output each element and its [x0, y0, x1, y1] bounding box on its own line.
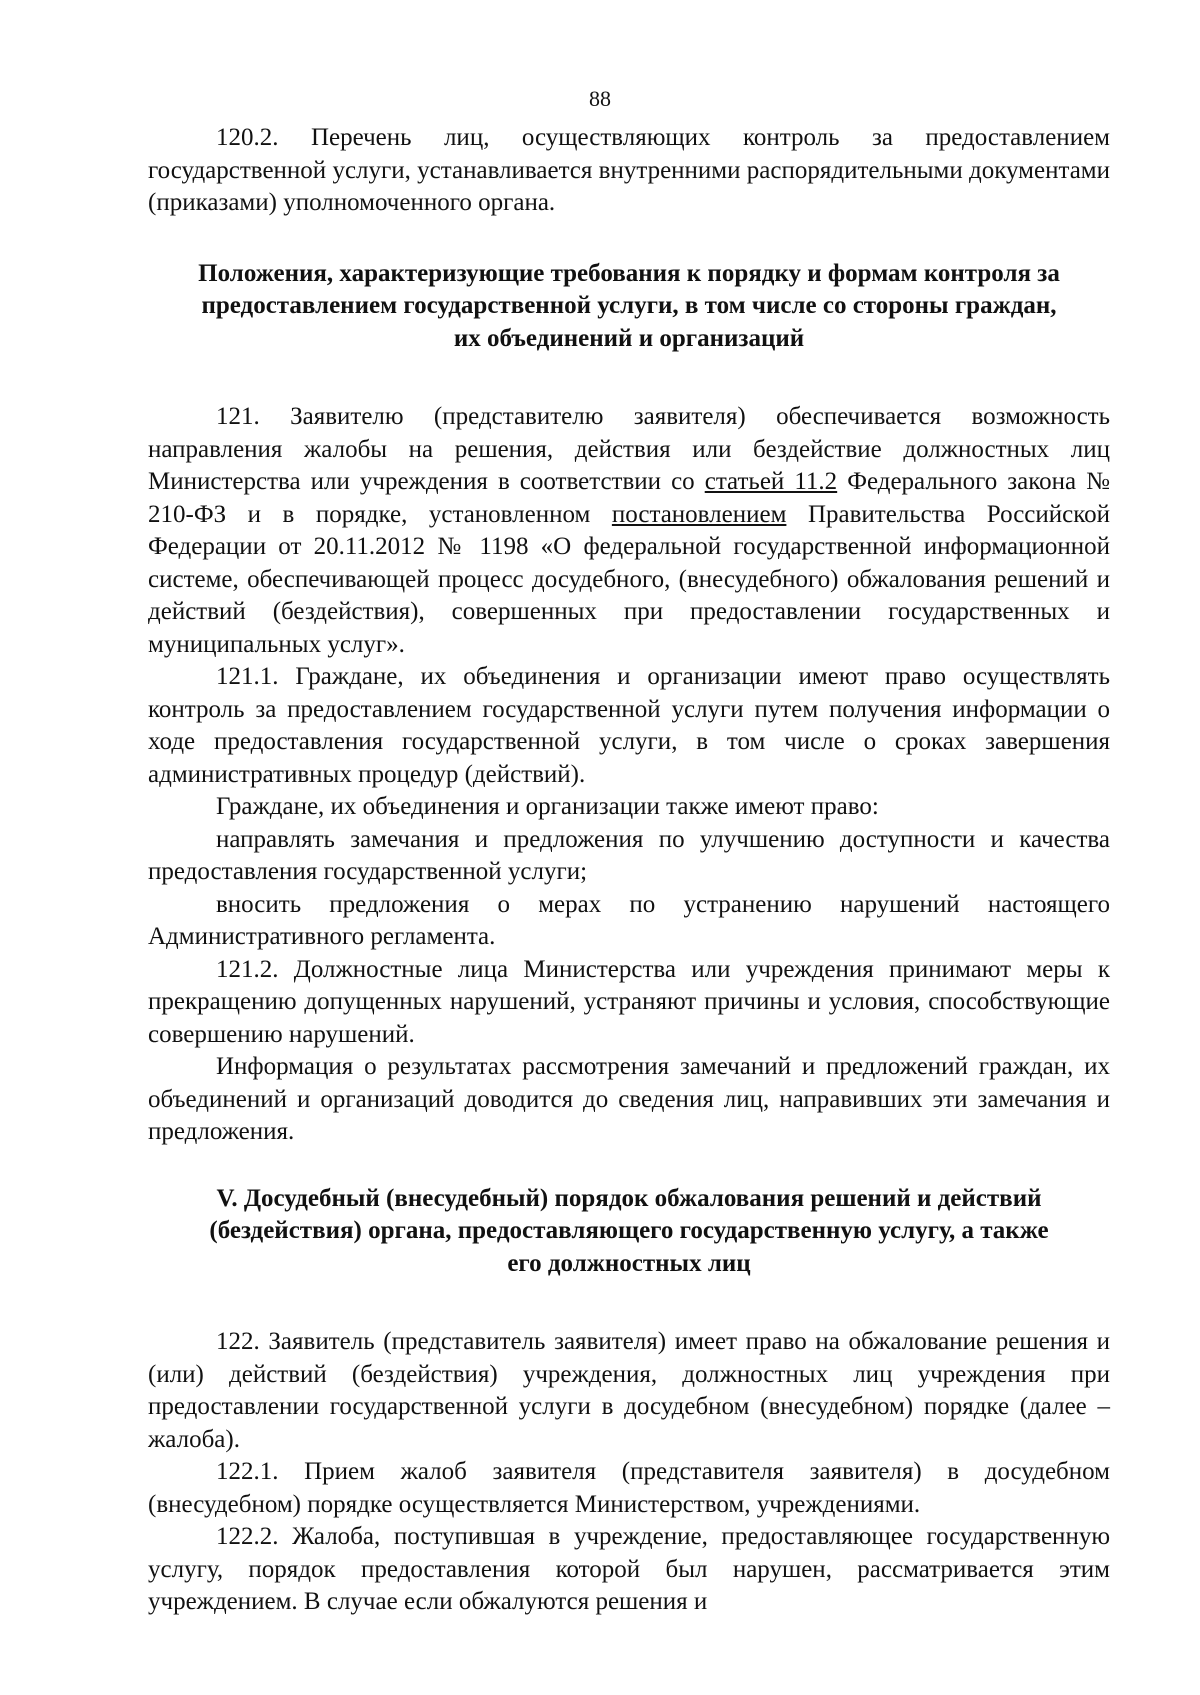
paragraph-121-2: 121.2. Должностные лица Министерства или учреждения принимают меры к прекращению допущенных нарушений, устраняют причины и условия, способствующие совершению нарушений.: [148, 955, 1110, 1048]
paragraph-rights-intro: Граждане, их объединения и организации также имеют право:: [216, 793, 879, 820]
paragraph-121-text-3: Правительства Российской Федерации от 20.11.2012 № 1198 «О федеральной государственной информационной системе, обеспечивающей процесс досудебного, (внесудебного) обжалования решений и действий (бездействия), совершенных при предоставлении государственных и муниципальных услуг».: [148, 500, 1111, 658]
paragraph-121-text-1: 121. Заявителю (представителю заявителя) обеспечивается возможность направления жалобы на решения, действия или бездействие должностных лиц Министерства или учреждения в соответствии со: [148, 403, 1110, 495]
paragraph-info: Информация о результатах рассмотрения замечаний и предложений граждан, их объединений и организаций доводится до сведения лиц, направивших эти замечания и предложения.: [148, 1053, 1110, 1145]
paragraph-120-2: 120.2. Перечень лиц, осуществляющих контроль за предоставлением государственной услуги, устанавливается внутренними распорядительными документами (приказами) уполномоченного органа.: [148, 124, 1110, 216]
paragraph-122: 122. Заявитель (представитель заявителя) имеет право на обжалование решения и (или) действий (бездействия) учреждения, должностных лиц учреждения при предоставлении государственной услуги в досудебном (внесудебном) порядке (далее – жалоба).: [148, 1328, 1110, 1453]
paragraph-right-2: вносить предложения о мерах по устранению нарушений настоящего Административного регламента.: [148, 890, 1110, 950]
section-heading-appeal: V. Досудебный (внесудебный) порядок обжалования решений и действий (бездействия) органа, предоставляющего государственную услугу, а также его должностных лиц: [209, 1184, 1049, 1277]
paragraph-121-1: 121.1. Граждане, их объединения и организации имеют право осуществлять контроль за предоставлением государственной услуги путем получения информации о ходе предоставления государственной услуги, в том числе о сроках завершения административных процедур (действий).: [148, 663, 1110, 788]
paragraph-right-1: направлять замечания и предложения по улучшению доступности и качества предоставления государственной услуги;: [148, 825, 1110, 885]
page-number: 88: [589, 86, 611, 111]
paragraph-122-1: 122.1. Прием жалоб заявителя (представителя заявителя) в досудебном (внесудебном) порядке осуществляется Министерством, учреждениями.: [148, 1458, 1110, 1518]
law-article-link[interactable]: статьей 11.2: [704, 468, 838, 495]
paragraph-121-text-2: Федерального закона № 210-ФЗ и в порядке, установленном: [148, 468, 1111, 528]
section-heading-control: Положения, характеризующие требования к порядку и формам контроля за предоставлением государственной услуги, в том числе со стороны граждан, их объединений и организаций: [198, 259, 1060, 352]
document-body: [148, 122, 1110, 1619]
government-decree-link[interactable]: постановлением: [611, 500, 787, 528]
paragraph-122-2: 122.2. Жалоба, поступившая в учреждение, предоставляющее государственную услугу, порядок предоставления которой был нарушен, рассматривается этим учреждением. В случае если обжалуются решения и: [148, 1523, 1110, 1615]
paragraph-121: [148, 401, 1110, 661]
